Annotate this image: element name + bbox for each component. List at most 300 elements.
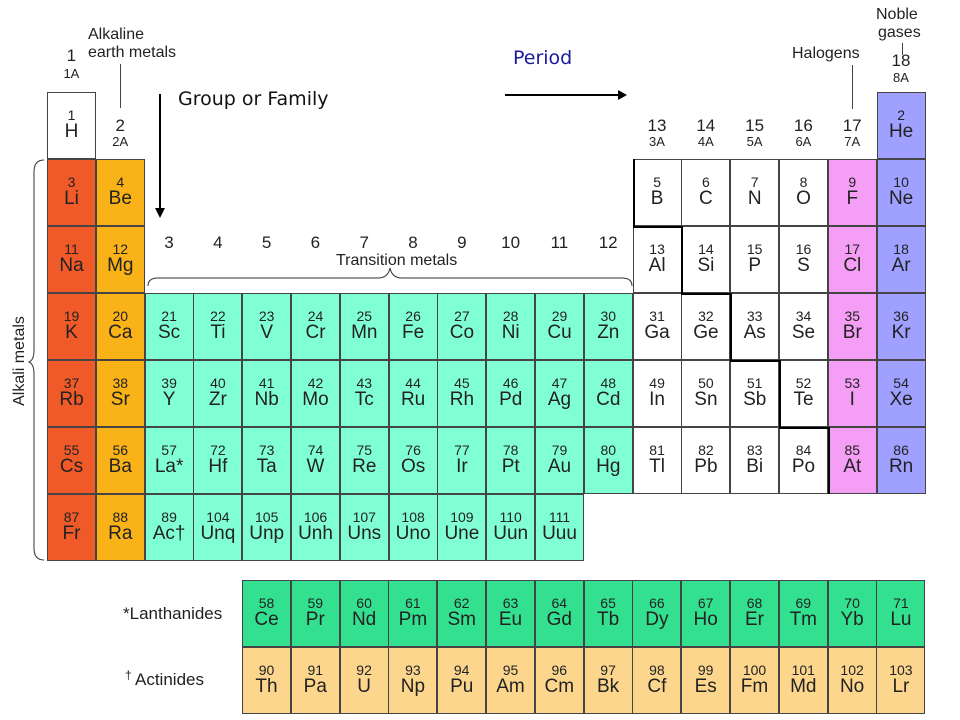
element-symbol: Lu (890, 609, 912, 630)
element-cell-rh (437, 360, 486, 427)
element-cell-p (730, 226, 779, 293)
element-cell-li (47, 159, 96, 226)
element-cell-al (633, 226, 682, 293)
element-symbol: Fe (402, 322, 425, 343)
element-cell-h (47, 92, 96, 159)
atomic-number: 36 (893, 308, 909, 324)
element-symbol: Sn (694, 389, 718, 410)
element-cell-hg (584, 427, 633, 494)
element-cell-mg (96, 226, 145, 293)
element-cell-br (828, 293, 877, 360)
element-symbol: Cl (843, 255, 862, 276)
atomic-number: 5 (653, 174, 661, 190)
element-symbol: He (888, 121, 914, 142)
element-cell-ta (242, 427, 291, 494)
element-symbol: Cd (596, 389, 621, 410)
atomic-number: 110 (499, 509, 522, 525)
atomic-number: 94 (453, 662, 470, 678)
element-symbol: Lr (892, 676, 910, 697)
element-symbol: Md (790, 676, 817, 697)
element-symbol: V (260, 322, 274, 343)
lanthanide-cell-er (730, 580, 779, 647)
atomic-number: 87 (63, 509, 80, 525)
atomic-number: 72 (210, 442, 226, 458)
element-symbol: Fr (62, 523, 81, 544)
element-symbol: Os (400, 456, 426, 477)
lanthanide-cell-nd (340, 580, 389, 647)
element-symbol: Pa (303, 676, 327, 697)
element-cell-in (633, 360, 682, 427)
atomic-number: 50 (698, 375, 714, 391)
element-cell-zn (584, 293, 633, 360)
element-symbol: No (839, 676, 865, 697)
element-symbol: Er (745, 609, 764, 630)
element-symbol: Pd (499, 389, 523, 410)
staircase-segment (779, 360, 781, 427)
atomic-number: 75 (356, 442, 373, 458)
element-symbol: Na (59, 255, 84, 276)
group-number-7: 7 (359, 233, 369, 252)
atomic-number: 56 (112, 442, 129, 458)
element-symbol: Al (648, 255, 666, 276)
atomic-number: 76 (405, 442, 421, 458)
atomic-number: 51 (746, 375, 763, 391)
element-symbol: Ti (210, 322, 226, 343)
atomic-number: 69 (795, 595, 812, 611)
element-cell-c (681, 159, 730, 226)
element-cell-sr (96, 360, 145, 427)
atomic-number: 53 (844, 375, 861, 391)
element-cell-ne (877, 159, 926, 226)
element-symbol: Eu (498, 609, 523, 630)
atomic-number: 93 (405, 662, 421, 678)
element-cell-mo (291, 360, 340, 427)
element-symbol: Es (694, 676, 717, 697)
actinide-cell-pa (291, 647, 340, 714)
noble-gases-label-line2: gases (878, 24, 921, 41)
group-roman-4a: 4A (697, 134, 714, 149)
element-cell-nb (242, 360, 291, 427)
atomic-number: 83 (746, 442, 763, 458)
lanthanide-cell-pr (291, 580, 340, 647)
element-symbol: Np (400, 676, 426, 697)
element-symbol: Sm (447, 609, 476, 630)
group-number-14: 14 (696, 116, 716, 135)
atomic-number: 39 (161, 375, 177, 391)
element-symbol: O (796, 188, 811, 209)
atomic-number: 59 (307, 595, 324, 611)
lanthanide-cell-ce (242, 580, 291, 647)
group-number-1: 1 (66, 46, 77, 65)
group-roman-6a: 6A (795, 134, 812, 149)
element-cell-co (437, 293, 486, 360)
atomic-number: 19 (63, 308, 80, 324)
element-symbol: Re (352, 456, 377, 477)
atomic-number: 111 (548, 509, 571, 525)
group-number-12: 12 (598, 233, 618, 252)
element-symbol: Unp (249, 523, 285, 544)
element-cell-si (681, 226, 730, 293)
element-symbol: Mn (351, 322, 378, 343)
atomic-number: 29 (551, 308, 568, 324)
element-symbol: Cr (305, 322, 326, 343)
group-roman-5a: 5A (746, 134, 763, 149)
atomic-number: 16 (795, 241, 812, 257)
element-symbol: Une (444, 523, 480, 544)
atomic-number: 86 (893, 442, 909, 458)
element-cell-uns (340, 494, 389, 561)
element-symbol: Se (791, 322, 816, 343)
element-cell-cl (828, 226, 877, 293)
element-symbol: Ir (456, 456, 468, 477)
atomic-number: 64 (551, 595, 568, 611)
atomic-number: 40 (210, 375, 226, 391)
element-symbol: Yb (840, 609, 864, 630)
atomic-number: 23 (258, 308, 275, 324)
element-cell-pd (486, 360, 535, 427)
atomic-number: 89 (161, 509, 177, 525)
element-symbol: Bk (597, 676, 620, 697)
element-symbol: Unh (298, 523, 333, 544)
atomic-number: 46 (502, 375, 519, 391)
element-cell-b (633, 159, 682, 226)
element-symbol: Br (842, 322, 862, 343)
transition-metals-label: Transition metals (336, 252, 458, 269)
atomic-number: 38 (112, 375, 129, 391)
atomic-number: 80 (600, 442, 617, 458)
atomic-number: 65 (600, 595, 616, 611)
element-symbol: Be (108, 188, 132, 209)
element-symbol: Sr (110, 389, 130, 410)
atomic-number: 96 (551, 662, 568, 678)
group-roman-1a: 1A (63, 66, 80, 81)
element-cell-k (47, 293, 96, 360)
staircase-segment (730, 360, 781, 362)
element-cell-ra (96, 494, 145, 561)
element-cell-ar (877, 226, 926, 293)
atomic-number: 92 (356, 662, 372, 678)
atomic-number: 84 (795, 442, 812, 458)
lanthanide-cell-lu (876, 580, 925, 647)
element-cell-xe (877, 360, 926, 427)
element-cell-se (779, 293, 828, 360)
atomic-number: 54 (893, 375, 909, 391)
atomic-number: 49 (649, 375, 665, 391)
element-cell-bi (730, 427, 779, 494)
element-symbol: K (65, 322, 78, 343)
element-cell-hf (193, 427, 242, 494)
element-cell-tl (633, 427, 682, 494)
element-cell-w (291, 427, 340, 494)
element-cell-ti (193, 293, 242, 360)
actinides-label: Actinides (135, 670, 204, 689)
element-cell-ag (535, 360, 584, 427)
group-roman-7a: 7A (844, 134, 861, 149)
atomic-number: 26 (405, 308, 421, 324)
halogens-label: Halogens (792, 45, 860, 62)
atomic-number: 18 (893, 241, 909, 257)
atomic-number: 74 (307, 442, 324, 458)
atomic-number: 42 (307, 375, 324, 391)
element-symbol: Te (793, 389, 814, 410)
element-symbol: Xe (889, 389, 913, 410)
staircase-segment (681, 226, 683, 293)
staircase-segment (681, 293, 732, 295)
actinide-cell-pu (437, 647, 486, 714)
actinide-cell-fm (730, 647, 779, 714)
element-symbol: Pr (305, 609, 325, 630)
element-symbol: Bi (746, 456, 764, 477)
element-cell-uuu (535, 494, 584, 561)
element-symbol: Ho (693, 609, 718, 630)
atomic-number: 41 (258, 375, 275, 391)
element-symbol: N (747, 188, 762, 209)
element-cell-he (877, 92, 926, 159)
element-cell-fe (389, 293, 438, 360)
element-symbol: F (846, 188, 859, 209)
group-roman-2a: 2A (112, 134, 129, 149)
element-symbol: Th (255, 676, 278, 697)
atomic-number: 11 (64, 241, 79, 257)
element-symbol: B (650, 188, 664, 209)
element-symbol: Zr (208, 389, 227, 410)
staircase-segment (779, 427, 830, 429)
alkaline-earth-pointer (120, 64, 121, 108)
element-cell-v (242, 293, 291, 360)
lanthanides-label: *Lanthanides (123, 604, 223, 623)
element-symbol: In (649, 389, 666, 410)
group-arrow-icon (150, 92, 170, 222)
element-cell-pb (681, 427, 730, 494)
element-symbol: Au (547, 456, 572, 477)
element-symbol: Nd (351, 609, 377, 630)
element-symbol: Tc (354, 389, 374, 410)
group-number-9: 9 (457, 233, 467, 252)
group-roman-3a: 3A (649, 134, 665, 149)
element-symbol: As (743, 322, 766, 343)
atomic-number: 58 (258, 595, 275, 611)
group-number-6: 6 (310, 233, 321, 252)
atomic-number: 78 (502, 442, 519, 458)
atomic-number: 61 (405, 595, 421, 611)
element-symbol: Pu (450, 676, 474, 697)
atomic-number: 103 (889, 662, 913, 678)
staircase-segment (633, 159, 635, 226)
atomic-number: 35 (844, 308, 861, 324)
element-cell-cr (291, 293, 340, 360)
element-symbol: Nb (254, 389, 279, 410)
group-number-10: 10 (501, 233, 521, 252)
element-symbol: Fm (740, 676, 769, 697)
element-symbol: Ni (501, 322, 520, 343)
atomic-number: 27 (454, 308, 470, 324)
atomic-number: 15 (746, 241, 763, 257)
atomic-number: 109 (450, 509, 474, 525)
lanthanide-cell-sm (437, 580, 486, 647)
element-cell-uno (389, 494, 438, 561)
element-symbol: Ra (108, 523, 133, 544)
atomic-number: 21 (161, 308, 177, 324)
lanthanide-cell-pm (388, 580, 437, 647)
group-number-4: 4 (213, 233, 223, 252)
atomic-number: 71 (893, 595, 909, 611)
element-symbol: Rb (59, 389, 84, 410)
noble-gases-label-line1: Noble (876, 6, 918, 23)
element-cell-y (145, 360, 194, 427)
element-cell-fr (47, 494, 96, 561)
atomic-number: 106 (303, 509, 328, 525)
atomic-number: 57 (161, 442, 177, 458)
atomic-number: 81 (649, 442, 665, 458)
element-symbol: Uun (493, 523, 529, 544)
element-symbol: Tl (649, 456, 665, 477)
element-symbol: Mo (302, 389, 329, 410)
atomic-number: 17 (844, 241, 861, 257)
actinide-cell-cm (535, 647, 584, 714)
element-symbol: Am (496, 676, 525, 697)
element-cell-cd (584, 360, 633, 427)
alkali-metals-label: Alkali metals (11, 316, 28, 406)
atomic-number: 52 (795, 375, 812, 391)
element-cell-o (779, 159, 828, 226)
element-symbol: Tm (789, 609, 818, 630)
actinide-cell-cf (632, 647, 681, 714)
element-cell-sn (681, 360, 730, 427)
actinide-cell-es (681, 647, 730, 714)
element-cell-unh (291, 494, 340, 561)
element-symbol: Si (697, 255, 715, 276)
atomic-number: 8 (799, 174, 808, 190)
element-symbol: Sb (743, 389, 767, 410)
halogens-pointer (852, 65, 853, 109)
element-cell-unq (193, 494, 242, 561)
element-symbol: Pm (398, 609, 428, 630)
transition-metals-brace (146, 266, 634, 288)
group-number-8: 8 (408, 233, 418, 252)
atomic-number: 98 (649, 662, 665, 678)
element-symbol: Uuu (542, 523, 577, 544)
element-cell-ga (633, 293, 682, 360)
group-number-15: 15 (745, 116, 765, 135)
atomic-number: 77 (454, 442, 470, 458)
element-symbol: Ta (256, 456, 277, 477)
element-symbol: Y (162, 389, 176, 410)
atomic-number: 88 (112, 509, 129, 525)
element-cell-uun (486, 494, 535, 561)
element-cell-as (730, 293, 779, 360)
element-symbol: Kr (891, 322, 911, 343)
atomic-number: 10 (893, 174, 909, 190)
element-cell-tc (340, 360, 389, 427)
alkaline-earth-label-line1: Alkaline (88, 26, 145, 43)
period-label: Period (513, 47, 573, 69)
atomic-number: 34 (795, 308, 812, 324)
element-cell-pt (486, 427, 535, 494)
staircase-segment (633, 226, 684, 228)
element-cell-ca (96, 293, 145, 360)
lanthanide-cell-ho (681, 580, 730, 647)
atomic-number: 90 (258, 662, 275, 678)
atomic-number: 79 (551, 442, 568, 458)
atomic-number: 6 (701, 174, 710, 190)
element-cell-ru (389, 360, 438, 427)
element-cell-kr (877, 293, 926, 360)
element-symbol: Cm (544, 676, 575, 697)
group-number-3: 3 (164, 233, 174, 252)
atomic-number: 13 (649, 241, 665, 257)
element-symbol: Uno (395, 523, 431, 544)
element-symbol: Rn (888, 456, 914, 477)
atomic-number: 47 (551, 375, 568, 391)
alkaline-earth-label-line2: earth metals (88, 44, 177, 61)
atomic-number: 67 (697, 595, 714, 611)
element-cell-re (340, 427, 389, 494)
atomic-number: 62 (453, 595, 470, 611)
element-symbol: Ar (891, 255, 911, 276)
element-symbol: At (843, 456, 862, 477)
element-symbol: Sc (158, 322, 181, 343)
element-symbol: Uns (347, 523, 382, 544)
atomic-number: 99 (697, 662, 714, 678)
element-symbol: Tb (597, 609, 620, 630)
atomic-number: 85 (844, 442, 861, 458)
element-symbol: Gd (546, 609, 572, 630)
atomic-number: 3 (67, 174, 76, 190)
atomic-number: 43 (356, 375, 373, 391)
lanthanide-cell-dy (632, 580, 681, 647)
group-number-11: 11 (550, 233, 569, 252)
element-symbol: S (797, 255, 810, 276)
atomic-number: 91 (307, 662, 324, 678)
element-symbol: Co (449, 322, 475, 343)
element-symbol: Mg (107, 255, 134, 276)
group-family-label: Group or Family (178, 88, 329, 110)
element-cell-rb (47, 360, 96, 427)
element-symbol: Ga (644, 322, 670, 343)
atomic-number: 101 (791, 662, 815, 678)
element-cell-au (535, 427, 584, 494)
element-cell-i (828, 360, 877, 427)
element-symbol: Ce (254, 609, 279, 630)
element-symbol: W (306, 456, 325, 477)
atomic-number: 14 (698, 241, 714, 257)
group-roman-8a: 8A (893, 70, 909, 85)
atomic-number: 44 (405, 375, 421, 391)
actinide-cell-np (388, 647, 437, 714)
atomic-number: 60 (356, 595, 372, 611)
atomic-number: 66 (649, 595, 665, 611)
element-cell-at (828, 427, 877, 494)
element-symbol: H (64, 121, 79, 142)
actinide-cell-th (242, 647, 291, 714)
alkali-metals-bracket (28, 158, 48, 562)
element-symbol: Ba (108, 456, 132, 477)
element-cell-cu (535, 293, 584, 360)
element-cell-s (779, 226, 828, 293)
element-symbol: Unq (200, 523, 236, 544)
atomic-number: 4 (116, 174, 125, 190)
element-cell-unp (242, 494, 291, 561)
lanthanide-cell-yb (828, 580, 877, 647)
actinide-cell-bk (584, 647, 633, 714)
atomic-number: 73 (258, 442, 275, 458)
actinide-cell-no (828, 647, 877, 714)
actinide-cell-u (340, 647, 389, 714)
atomic-number: 105 (255, 509, 279, 525)
atomic-number: 32 (698, 308, 714, 324)
element-symbol: Cs (59, 456, 84, 477)
element-cell-zr (193, 360, 242, 427)
